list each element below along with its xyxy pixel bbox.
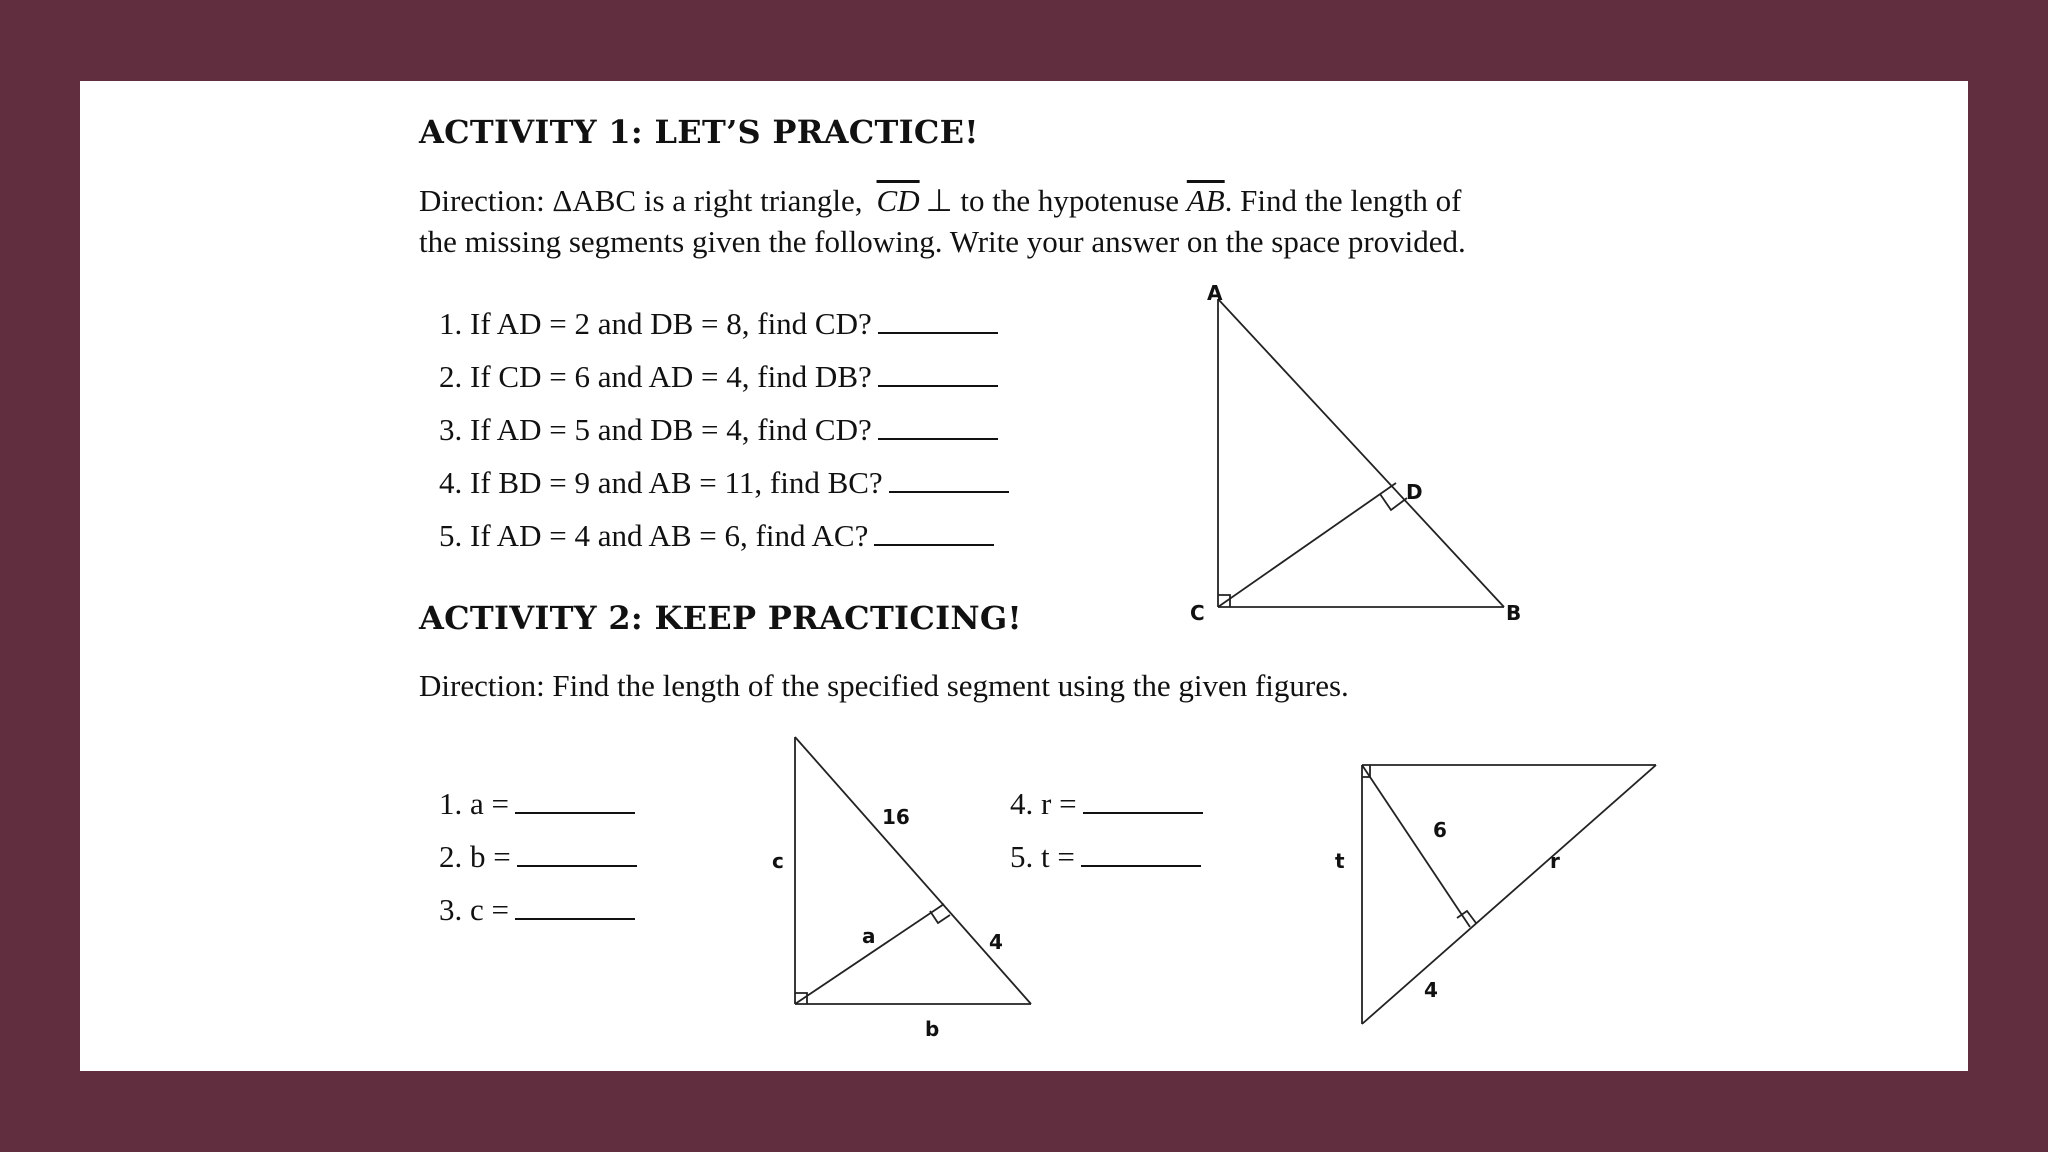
hypotenuse-r	[1362, 765, 1656, 1024]
activity2-heading: ACTIVITY 2: KEEP PRACTICING!	[419, 599, 1022, 637]
label-4: 4	[1424, 978, 1438, 1002]
answer-blank[interactable]	[515, 788, 635, 814]
label-6: 6	[1433, 818, 1447, 842]
question-text: 4. If BD = 9 and AB = 11, find BC?	[439, 465, 883, 500]
activity1-direction-line1	[419, 183, 1461, 219]
answer-blank[interactable]	[878, 361, 998, 387]
figure-1-triangle	[680, 731, 1040, 1051]
segment-cd: $\overline{CD}$	[876, 183, 920, 218]
activity2-question-3	[439, 892, 635, 928]
figure-2-triangle	[1250, 751, 1690, 1071]
question-text: 4. r =	[1010, 786, 1077, 821]
altitude-a	[795, 904, 944, 1004]
direction-suffix: . Find the length of	[1224, 183, 1462, 218]
worksheet-page	[80, 81, 1968, 1071]
answer-blank[interactable]	[1083, 788, 1203, 814]
right-angle-mark-d	[1380, 494, 1407, 510]
label-16: 16	[882, 805, 910, 829]
question-text: 3. c =	[439, 892, 509, 927]
activity2-question-1	[439, 786, 635, 822]
answer-blank[interactable]	[878, 308, 998, 334]
perp-text: ⊥ to the hypotenuse	[925, 183, 1180, 218]
altitude-cd	[1218, 483, 1396, 607]
activity2-direction: Direction: Find the length of the specified segment using the given figures.	[419, 668, 1349, 703]
answer-blank[interactable]	[874, 520, 994, 546]
answer-blank[interactable]	[1081, 841, 1201, 867]
activity1-question-2	[439, 359, 998, 395]
hypotenuse	[795, 737, 1031, 1004]
answer-blank[interactable]	[889, 467, 1009, 493]
question-text: 1. a =	[439, 786, 509, 821]
answer-blank[interactable]	[515, 894, 635, 920]
hypotenuse-ab	[1218, 299, 1504, 607]
question-text: 3. If AD = 5 and DB = 4, find CD?	[439, 412, 872, 447]
label-b: B	[1506, 601, 1522, 621]
label-b: b	[925, 1017, 940, 1041]
activity1-question-5	[439, 518, 994, 554]
activity1-question-1	[439, 306, 998, 342]
question-text: 2. If CD = 6 and AD = 4, find DB?	[439, 359, 872, 394]
triangle-abc-figure	[1170, 271, 1530, 621]
activity2-question-2	[439, 839, 637, 875]
direction-prefix: Direction: ΔABC is a right triangle,	[419, 183, 863, 218]
activity1-question-3	[439, 412, 998, 448]
label-d: D	[1406, 480, 1423, 504]
right-angle-mark-foot	[930, 911, 950, 923]
question-text: 1. If AD = 2 and DB = 8, find CD?	[439, 306, 872, 341]
activity1-heading: ACTIVITY 1: LET’S PRACTICE!	[419, 113, 979, 151]
label-a: a	[862, 924, 876, 948]
altitude-6	[1362, 765, 1470, 927]
label-c: C	[1190, 601, 1205, 621]
activity1-question-4	[439, 465, 1009, 501]
answer-blank[interactable]	[878, 414, 998, 440]
activity1-direction-line2: the missing segments given the following. Write your answer on the space provided.	[419, 224, 1466, 259]
label-c: c	[772, 849, 784, 873]
question-text: 5. If AD = 4 and AB = 6, find AC?	[439, 518, 869, 553]
label-r: r	[1550, 849, 1560, 873]
answer-blank[interactable]	[517, 841, 637, 867]
label-4: 4	[989, 930, 1003, 954]
segment-ab: $\overline{AB}$	[1186, 183, 1225, 218]
question-text: 2. b =	[439, 839, 511, 874]
question-text: 5. t =	[1010, 839, 1075, 874]
label-a: A	[1207, 281, 1223, 305]
label-t: t	[1335, 849, 1345, 873]
